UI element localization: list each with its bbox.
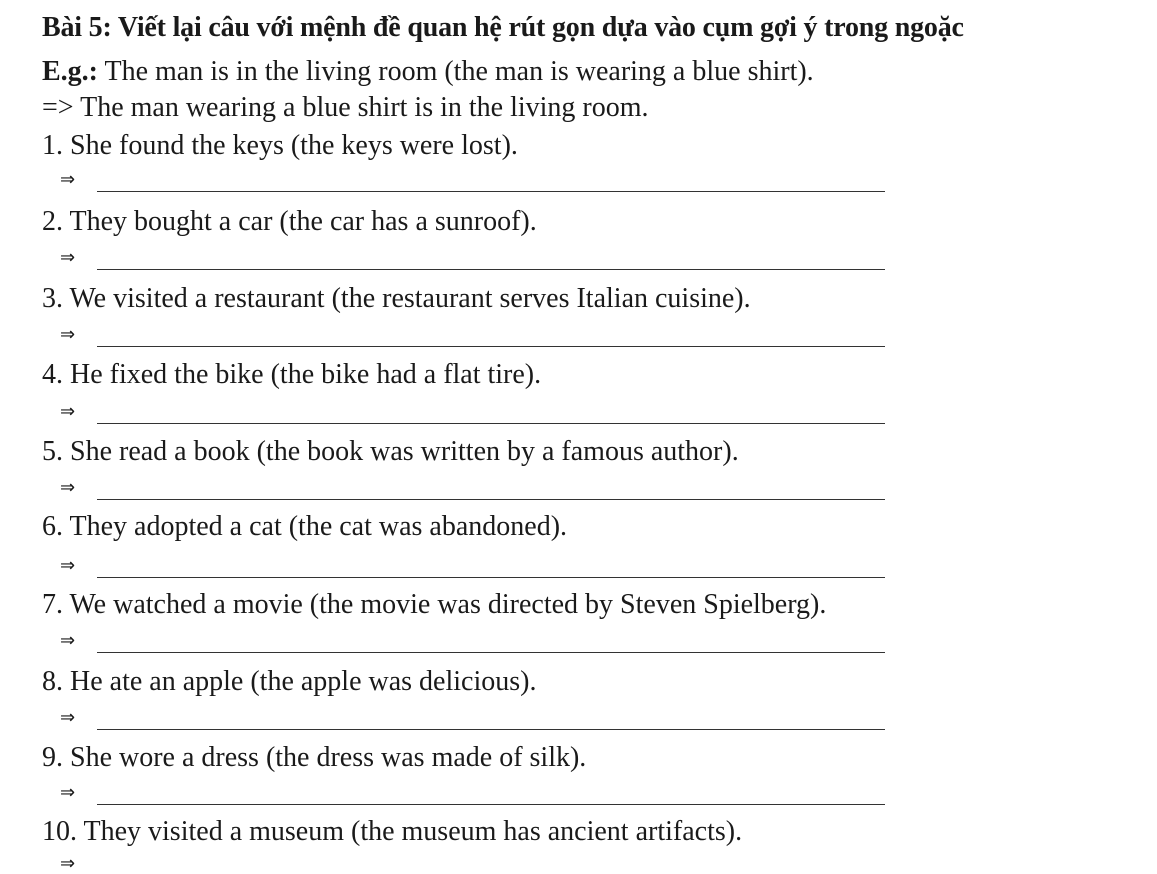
question-3: 3. We visited a restaurant (the restaurant serves Italian cuisine). (42, 283, 751, 314)
arrow-icon: ⇒ (60, 324, 76, 345)
question-8: 8. He ate an apple (the apple was delicious). (42, 666, 537, 697)
exercise-title: Bài 5: Viết lại câu với mệnh đề quan hệ rút gọn dựa vào cụm gợi ý trong ngoặc (42, 12, 964, 43)
answer-row-7 (60, 631, 890, 661)
arrow-icon: ⇒ (60, 401, 76, 422)
answer-row-5 (60, 478, 890, 508)
answer-blank-5[interactable] (97, 499, 885, 500)
question-6: 6. They adopted a cat (the cat was abandoned). (42, 511, 568, 542)
example-label: E.g.: (42, 56, 98, 87)
answer-blank-2[interactable] (97, 269, 885, 270)
answer-row-4 (60, 402, 890, 432)
example-sentence: The man is in the living room (the man is wearing a blue shirt). (104, 56, 814, 87)
arrow-icon: ⇒ (60, 853, 76, 874)
example-answer-prefix: => (42, 92, 74, 123)
answer-blank-1[interactable] (97, 191, 885, 192)
answer-row-10 (60, 854, 890, 874)
example-sentence-line (42, 56, 814, 88)
arrow-icon: ⇒ (60, 630, 76, 651)
arrow-icon: ⇒ (60, 477, 76, 498)
answer-blank-7[interactable] (97, 652, 885, 653)
example-answer: The man wearing a blue shirt is in the living room. (80, 92, 649, 123)
question-10: 10. They visited a museum (the museum has ancient artifacts). (42, 816, 743, 847)
answer-blank-4[interactable] (97, 423, 885, 424)
answer-blank-6[interactable] (97, 577, 885, 578)
arrow-icon: ⇒ (60, 169, 76, 190)
example-answer-line (42, 92, 649, 124)
answer-blank-9[interactable] (97, 804, 885, 805)
arrow-icon: ⇒ (60, 247, 76, 268)
answer-blank-8[interactable] (97, 729, 885, 730)
question-4: 4. He fixed the bike (the bike had a flat tire). (42, 359, 542, 390)
arrow-icon: ⇒ (60, 555, 76, 576)
question-1: 1. She found the keys (the keys were lost). (42, 130, 518, 161)
answer-row-6 (60, 556, 890, 586)
answer-row-2 (60, 248, 890, 278)
answer-blank-3[interactable] (97, 346, 885, 347)
answer-row-9 (60, 783, 890, 813)
question-9: 9. She wore a dress (the dress was made of silk). (42, 742, 587, 773)
question-5: 5. She read a book (the book was written by a famous author). (42, 436, 739, 467)
question-7: 7. We watched a movie (the movie was directed by Steven Spielberg). (42, 589, 827, 620)
answer-row-8 (60, 708, 890, 738)
arrow-icon: ⇒ (60, 782, 76, 803)
arrow-icon: ⇒ (60, 707, 76, 728)
answer-row-1 (60, 170, 890, 200)
question-2: 2. They bought a car (the car has a sunroof). (42, 206, 537, 237)
answer-row-3 (60, 325, 890, 355)
